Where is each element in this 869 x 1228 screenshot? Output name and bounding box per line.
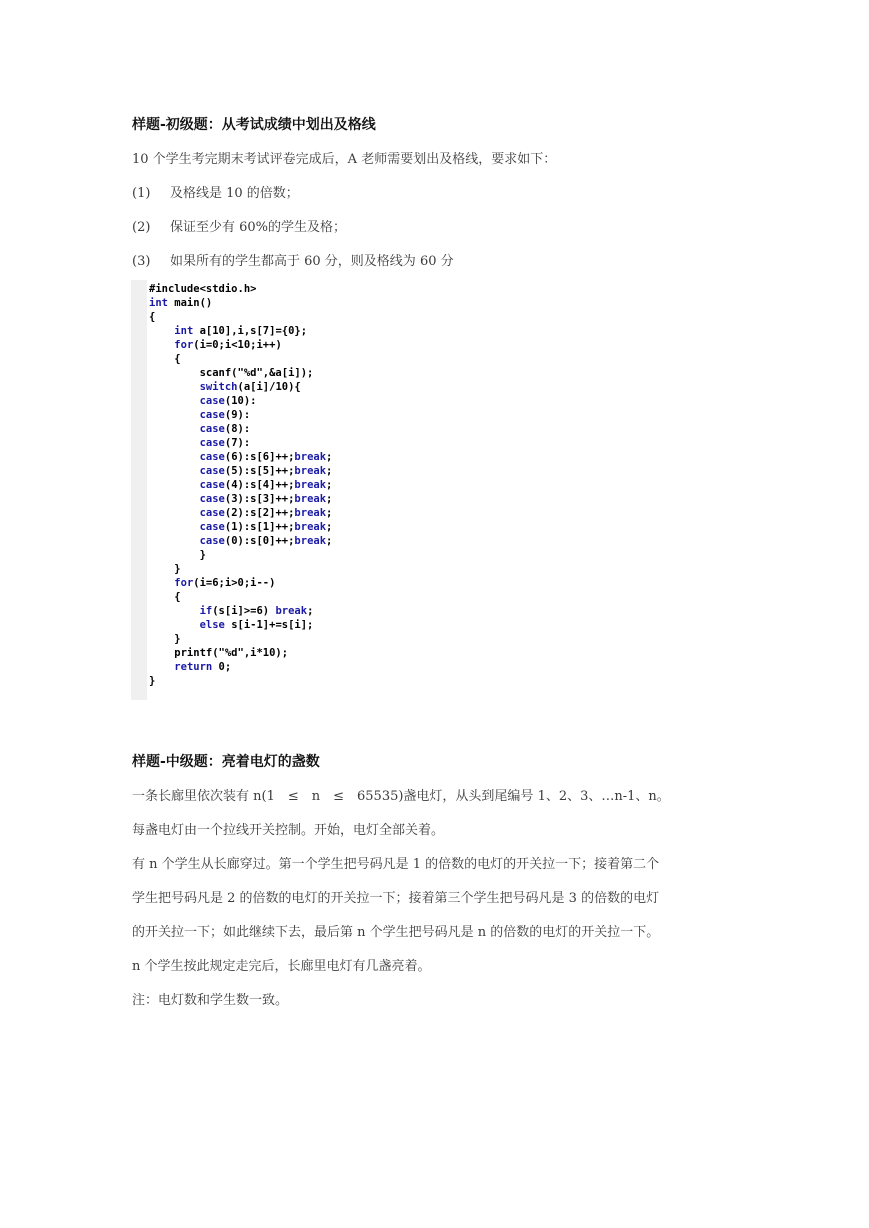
code-line: return 0; bbox=[174, 661, 232, 673]
rule-text: 如果所有的学生都高于 60 分，则及格线为 60 分 bbox=[170, 254, 454, 269]
code-line: printf("%d",i*10); bbox=[149, 647, 289, 659]
code-line: } bbox=[149, 549, 206, 561]
code-line: case(8): bbox=[199, 423, 251, 435]
rule-text: 保证至少有 60%的学生及格； bbox=[170, 220, 347, 235]
rule-item-3 bbox=[132, 250, 454, 269]
code-line: else s[i-1]+=s[i]; bbox=[199, 619, 314, 631]
code-line: #include<stdio.h> bbox=[149, 283, 257, 295]
code-line: case(5):s[5]++;break; bbox=[199, 465, 333, 477]
code-line: case(6):s[6]++;break; bbox=[199, 451, 333, 463]
code-line: for(i=0;i<10;i++) bbox=[174, 339, 282, 351]
code-line: case(10): bbox=[199, 395, 257, 407]
code-line: case(3):s[3]++;break; bbox=[199, 493, 333, 505]
rule-number: (2) bbox=[132, 220, 151, 235]
code-line: if(s[i]>=6) break; bbox=[199, 605, 314, 617]
section2-paragraph-1: 一条长廊里依次装有 n(1 ≤ n ≤ 65535)盏电灯，从头到尾编号 1、2、3、…n-1、n。 bbox=[132, 789, 670, 804]
code-line: int main() bbox=[149, 297, 213, 309]
section2-note: 注：电灯数和学生数一致。 bbox=[132, 993, 289, 1008]
code-line: } bbox=[149, 633, 181, 645]
rule-item-1 bbox=[132, 182, 299, 201]
code-lines bbox=[149, 282, 332, 688]
code-line: case(9): bbox=[199, 409, 251, 421]
code-line: case(1):s[1]++;break; bbox=[199, 521, 333, 533]
rule-number: (1) bbox=[132, 186, 151, 201]
section2-paragraph-2: 每盏电灯由一个拉线开关控制。开始，电灯全部关着。 bbox=[132, 823, 445, 838]
code-line: { bbox=[149, 353, 181, 365]
section2-paragraph-3: 有 n 个学生从长廊穿过。第一个学生把号码凡是 1 的倍数的电灯的开关拉一下；接着第二个 bbox=[132, 857, 660, 872]
code-line: } bbox=[149, 675, 156, 687]
code-line: scanf("%d",&a[i]); bbox=[149, 367, 314, 379]
code-line: for(i=6;i>0;i--) bbox=[174, 577, 276, 589]
code-line: switch(a[i]/10){ bbox=[199, 381, 301, 393]
rule-number: (3) bbox=[132, 254, 151, 269]
code-line: int a[10],i,s[7]={0}; bbox=[174, 325, 308, 337]
code-line: } bbox=[149, 563, 181, 575]
code-line: case(2):s[2]++;break; bbox=[199, 507, 333, 519]
code-line: { bbox=[149, 591, 181, 603]
rule-item-2 bbox=[132, 216, 346, 235]
section1-title: 样题-初级题：从考试成绩中划出及格线 bbox=[132, 117, 376, 133]
code-screenshot bbox=[131, 280, 363, 700]
code-line: case(0):s[0]++;break; bbox=[199, 535, 333, 547]
code-line: case(4):s[4]++;break; bbox=[199, 479, 333, 491]
section2-title: 样题-中级题：亮着电灯的盏数 bbox=[132, 754, 320, 770]
code-line: case(7): bbox=[199, 437, 251, 449]
code-line: { bbox=[149, 311, 156, 323]
rule-text: 及格线是 10 的倍数； bbox=[170, 186, 299, 201]
section2-paragraph-5: 的开关拉一下；如此继续下去，最后第 n 个学生把号码凡是 n 的倍数的电灯的开关拉一下。 bbox=[132, 925, 660, 940]
section2-paragraph-4: 学生把号码凡是 2 的倍数的电灯的开关拉一下；接着第三个学生把号码凡是 3 的倍数的电灯 bbox=[132, 891, 660, 906]
section2-paragraph-6: n 个学生按此规定走完后，长廊里电灯有几盏亮着。 bbox=[132, 959, 431, 974]
code-gutter bbox=[131, 280, 147, 700]
section1-intro: 10 个学生考完期末考试评卷完成后，A 老师需要划出及格线，要求如下： bbox=[132, 152, 557, 167]
